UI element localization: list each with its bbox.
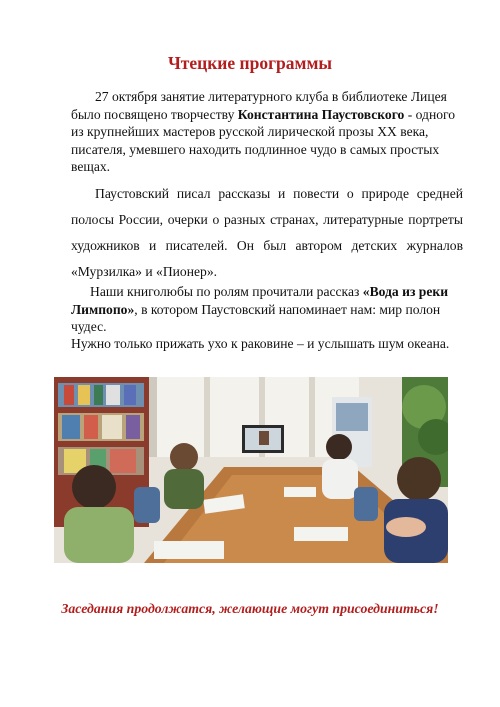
paragraph-quote: Нужно только прижать ухо к раковине – и услышать шум океана.: [71, 336, 450, 351]
paragraph-reading: [71, 283, 463, 336]
library-photo: [54, 377, 448, 563]
paragraph-club-meeting: [71, 88, 463, 176]
paragraph-author-works: Паустовский писал рассказы и повести о природе средней полосы России, очерки о разных странах, литературные портреты художников и писателей. Он был автором детских журналов «Мурзилка» и «Пионер».: [71, 186, 463, 279]
closing-announcement: Заседания продолжатся, желающие могут присоединиться!: [61, 601, 439, 616]
story-title: «Вода из реки Лимпопо»: [71, 284, 449, 317]
page-title: Чтецкие программы: [167, 53, 333, 73]
paragraph-club-meeting-text: 27 октября занятие литературного клуба в библиотеке Лицея было посвящено творчеству: [71, 89, 447, 122]
author-name: Константина Паустовского: [237, 106, 405, 122]
paragraph-club-meeting-text-end: - одного из крупнейших мастеров русской лирической прозы XX века, писателя, умевшего находить подлинное чудо в самых простых вещах.: [71, 106, 456, 175]
paragraph-reading-text-end: , в котором Паустовский напоминает нам: мир полон чудес.: [71, 301, 441, 335]
paragraph-reading-text: Наши книголюбы по ролям прочитали рассказ: [90, 284, 363, 299]
